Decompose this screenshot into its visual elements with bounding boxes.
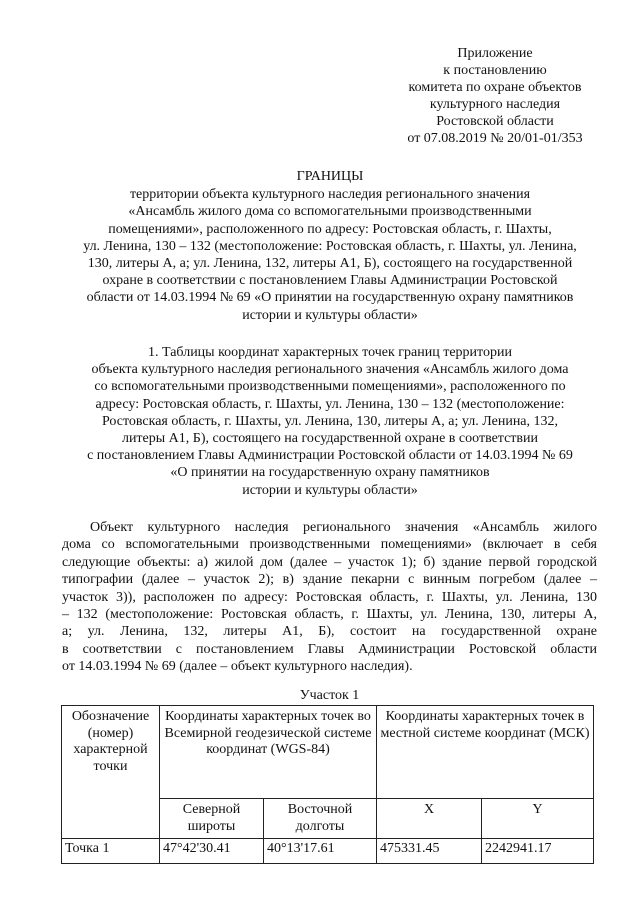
heading-line: «Ансамбль жилого дома со вспомогательными производственными	[128, 204, 532, 220]
heading-line: истории и культуры области»	[242, 307, 418, 323]
paragraph-line: Объект культурного наследия регионального значения «Ансамбль жилого	[90, 520, 597, 535]
point-name-cell: Точка 1	[62, 839, 160, 864]
section-line: Ростовская область, г. Шахты, ул. Ленина, 130, литеры А, а; ул. Ленина, 132,	[101, 413, 559, 429]
section-line: объекта культурного наследия регионального значения «Ансамбль жилого дома	[91, 362, 569, 378]
coordinates-table	[61, 705, 594, 864]
latitude-cell: 47°42'30.41	[160, 839, 264, 864]
paragraph-line: – 132 (местоположение: Ростовская область, г. Шахты, ул. Ленина, 130, литеры А,	[62, 607, 597, 623]
body-paragraph	[62, 519, 597, 676]
paragraph-line: от 14.03.1994 № 69 (далее – объект культурного наследия).	[62, 659, 413, 675]
document-title: ГРАНИЦЫ	[296, 169, 364, 184]
section-line: истории и культуры области»	[242, 482, 418, 498]
appendix-line: культурного наследия	[429, 97, 561, 112]
section-line: 1. Таблицы координат характерных точек границ территории	[148, 345, 512, 360]
paragraph-line: типографии (далее – участок 2); в) здание пекарни с винным погребом (далее –	[62, 572, 597, 588]
appendix-line: Ростовской области	[436, 114, 554, 129]
x-cell: 475331.45	[377, 839, 482, 864]
heading-line: территории объекта культурного наследия регионального значения	[129, 187, 531, 203]
heading-line: охране в соответствии с постановлением Главы Администрации Ростовской	[102, 273, 558, 289]
heading-line: помещениями», расположенного по адресу: Ростовская область, г. Шахты,	[108, 221, 552, 237]
appendix-line: от 07.08.2019 № 20/01-01/353	[407, 131, 583, 146]
paragraph-line: следующие объекты: а) жилой дом (далее – участок 1); б) здание первой городской	[62, 554, 597, 570]
document-heading	[50, 168, 610, 324]
longitude-cell: 40°13'17.61	[264, 839, 377, 864]
section-line: адресу: Ростовская область, г. Шахты, ул. Ленина, 130 – 132 (местоположение:	[95, 396, 565, 412]
y-header: Y	[482, 799, 594, 839]
appendix-block	[380, 45, 610, 147]
table-caption: Участок 1	[299, 688, 360, 703]
heading-line: 130, литеры А, а; ул. Ленина, 132, литеры А1, Б), состоящего на государственной	[87, 256, 573, 272]
paragraph-line: в соответствии с постановлением Главы Администрации Ростовской области	[62, 641, 597, 657]
appendix-line: Приложение	[457, 46, 533, 61]
section-line: «О принятии на государственную охрану памятников	[170, 465, 490, 481]
point-name-header: Обозначение (номер) характерной точки	[62, 706, 160, 839]
x-header: X	[377, 799, 482, 839]
section-line: литеры А1, Б), состоящего на государственной охране в соответствии	[121, 431, 539, 447]
table-header-row	[62, 706, 594, 799]
paragraph-line: участок 3)), расположен по адресу: Ростовская область, г. Шахты, ул. Ленина, 130	[62, 589, 597, 605]
section-line: со вспомогательными производственными помещениями», расположенного по	[94, 379, 566, 395]
heading-line: ул. Ленина, 130 – 132 (местоположение: Ростовская область, г. Шахты, ул. Ленина,	[83, 238, 577, 254]
y-cell: 2242941.17	[482, 839, 594, 864]
heading-line: области от 14.03.1994 № 69 «О принятии на государственную охрану памятников	[86, 290, 574, 306]
paragraph-line: дома со вспомогательными производственными помещениями» (включает в себя	[62, 537, 597, 553]
section-line: с постановлением Главы Администрации Ростовской области от 14.03.1994 № 69	[87, 448, 573, 464]
table-row	[62, 839, 594, 864]
msk-header: Координаты характерных точек в местной системе координат (МСК)	[377, 706, 594, 799]
wgs-header: Координаты характерных точек во Всемирной геодезической системе координат (WGS-84)	[160, 706, 377, 799]
appendix-line: комитета по охране объектов	[408, 80, 582, 95]
appendix-line: к постановлению	[443, 63, 547, 78]
section-heading	[50, 344, 610, 499]
east-longitude-header: Восточной долготы	[264, 799, 377, 839]
north-latitude-header: Северной широты	[160, 799, 264, 839]
paragraph-line: а; ул. Ленина, 132, литеры А1, Б), состоит на государственной охране	[62, 624, 597, 640]
